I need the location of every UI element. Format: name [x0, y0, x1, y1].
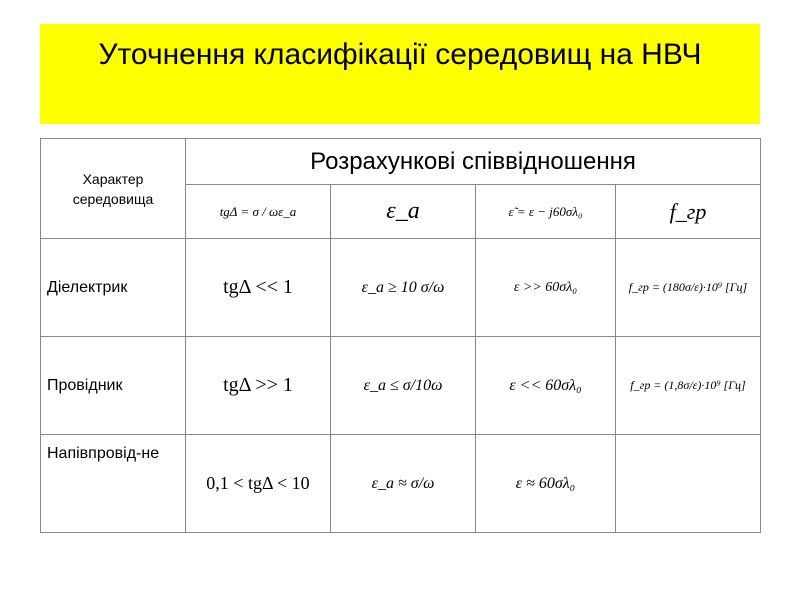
row-label-semiconductor [41, 435, 186, 533]
cell-tg-text: 0,1 < tgΔ < 10 [206, 473, 310, 493]
cell-eps-text: ε >> 60σλ₀ [513, 279, 578, 295]
cell-epsa-text: ε_a ≥ 10 σ/ω [361, 278, 445, 296]
header-col2 [331, 185, 476, 239]
cell-f-text: f_гр = (180σ/ε)·10⁹ [Гц] [628, 280, 748, 294]
row-label-conductor [41, 337, 186, 435]
cell-epsa-conductor [331, 337, 476, 435]
header-col4-formula: f_гр [669, 198, 707, 224]
header-character-text: Характер середовища [72, 170, 154, 207]
header-col3 [476, 185, 616, 239]
cell-f-semiconductor [616, 435, 761, 533]
cell-eps-semiconductor [476, 435, 616, 533]
cell-epsa-text: ε_a ≤ σ/10ω [363, 376, 443, 394]
cell-tg-conductor [186, 337, 331, 435]
row-label-text: Напівпровід-не [47, 445, 160, 462]
cell-f-conductor [616, 337, 761, 435]
cell-tg-text: tgΔ << 1 [223, 276, 293, 298]
classification-table [40, 138, 761, 533]
cell-tg-semiconductor [186, 435, 331, 533]
cell-eps-text: ε << 60σλ₀ [509, 376, 582, 394]
header-character [41, 139, 186, 239]
header-col3-formula: ε̃ = ε − j60σλ₀ [508, 203, 583, 219]
cell-f-dielectric [616, 239, 761, 337]
cell-epsa-text: ε_a ≈ σ/ω [371, 474, 435, 492]
header-col2-formula: ε_a [386, 198, 420, 224]
slide-title: Уточнення класифікації середовищ на НВЧ [98, 38, 702, 71]
cell-tg-dielectric [186, 239, 331, 337]
header-col1 [186, 185, 331, 239]
cell-eps-text: ε ≈ 60σλ₀ [515, 474, 576, 492]
cell-epsa-semiconductor [331, 435, 476, 533]
cell-eps-conductor [476, 337, 616, 435]
title-band [40, 24, 760, 124]
header-calc [186, 139, 761, 185]
cell-f-text: f_гр = (1,8σ/ε)·10⁹ [Гц] [630, 378, 746, 392]
header-col4 [616, 185, 761, 239]
row-label-text: Провідник [47, 376, 123, 394]
row-label-dielectric [41, 239, 186, 337]
header-col1-formula: tgΔ = σ / ωε_a [219, 203, 297, 219]
cell-epsa-dielectric [331, 239, 476, 337]
header-calc-text: Розрахункові співвідношення [310, 147, 636, 175]
cell-eps-dielectric [476, 239, 616, 337]
row-label-text: Діелектрик [47, 278, 128, 296]
cell-tg-text: tgΔ >> 1 [223, 374, 293, 396]
